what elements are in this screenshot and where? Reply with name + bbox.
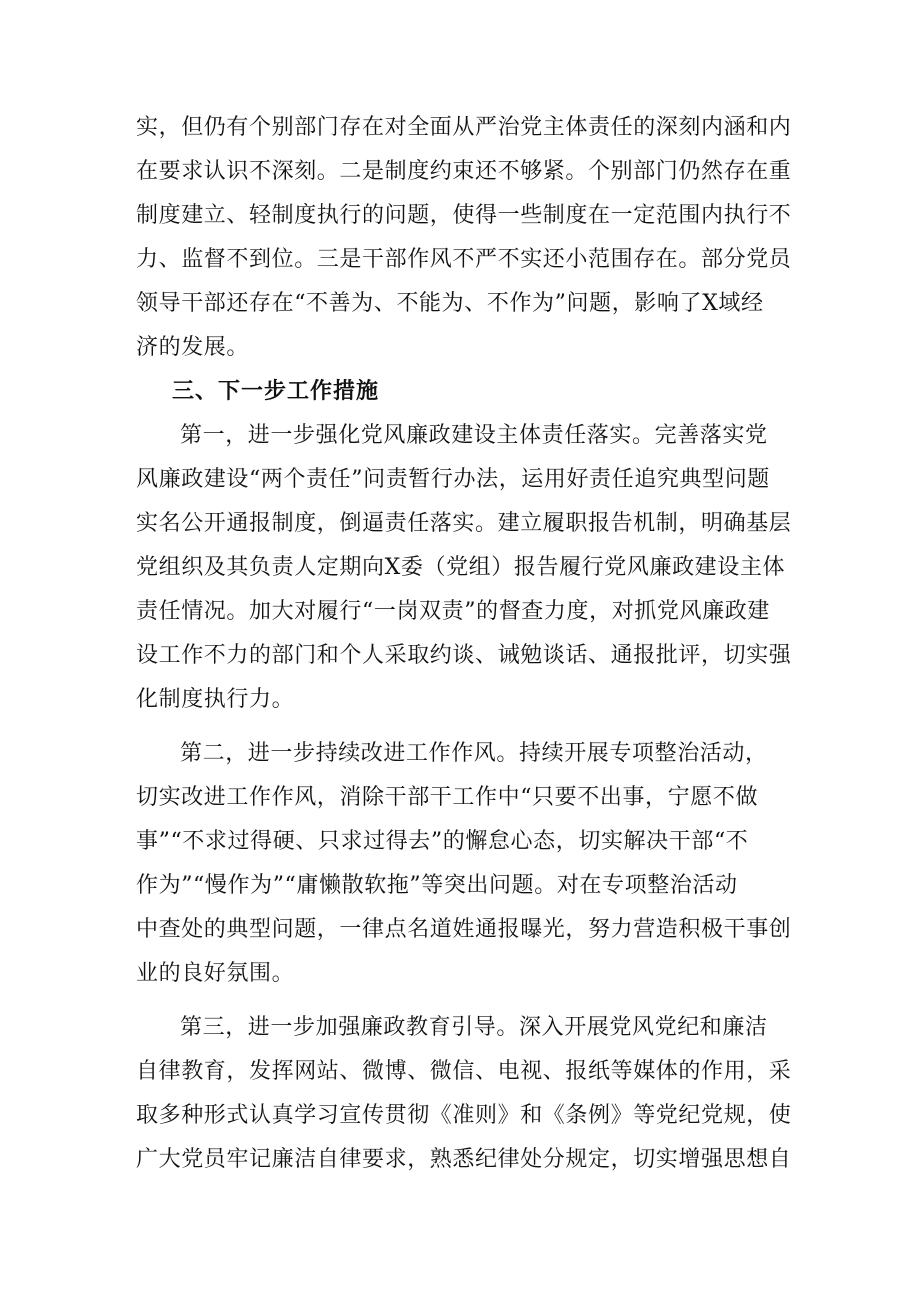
text-line: 济的发展。 [136, 335, 250, 360]
text-line: 制度建立、轻制度执行的问题，使得一些制度在一定范围内执行不 [136, 203, 792, 228]
text-line: 领导干部还存在“不善为、不能为、不作为”问题，影响了X域经 [136, 291, 764, 316]
text-line: 第三，进一步加强廉政教育引导。深入开展党风党纪和廉洁 [180, 1015, 768, 1040]
text-line: 化制度执行力。 [136, 687, 295, 712]
text-line: 中查处的典型问题，一律点名道姓通报曝光，努力营造积极干事创 [136, 917, 792, 942]
text-line: 业的良好氛围。 [136, 961, 295, 986]
text-line: 作为”“慢作为”“庸懒散软拖”等突出问题。对在专项整治活动 [136, 873, 738, 898]
paragraph-gap [136, 996, 796, 1006]
section-heading: 三、下一步工作措施 [172, 379, 380, 404]
text-line: 第二，进一步持续改进工作作风。持续开展专项整治活动， [180, 741, 768, 766]
text-line: 取多种形式认真学习宣传贯彻《准则》和《条例》等党纪党规，使 [136, 1103, 792, 1128]
paragraph-gap [136, 722, 796, 732]
paragraph-measure-third [136, 1006, 796, 1182]
text-line: 事”“不求过得硬、只求过得去”的懈怠心态，切实解决干部“不 [136, 829, 749, 854]
text-line: 实名公开通报制度，倒逼责任落实。建立履职报告机制，明确基层 [136, 511, 792, 536]
text-line: 党组织及其负责人定期向X委（党组）报告履行党风廉政建设主体 [136, 555, 786, 580]
text-line: 设工作不力的部门和个人采取约谈、诫勉谈话、通报批评，切实强 [136, 643, 792, 668]
text-line: 切实改进工作作风，消除干部干工作中“只要不出事，宁愿不做 [136, 785, 759, 810]
text-line: 广大党员牢记廉洁自律要求，熟悉纪律处分规定，切实增强思想自 [136, 1147, 792, 1172]
text-line: 自律教育，发挥网站、微博、微信、电视、报纸等媒体的作用，采 [136, 1059, 792, 1084]
paragraph-measure-first [136, 414, 796, 722]
text-line: 第一，进一步强化党风廉政建设主体责任落实。完善落实党 [180, 423, 768, 448]
text-line: 风廉政建设“两个责任”问责暂行办法，运用好责任追究典型问题 [136, 467, 770, 492]
text-line: 责任情况。加大对履行“一岗双责”的督查力度，对抓党风廉政建 [136, 599, 770, 624]
paragraph-measure-second [136, 732, 796, 996]
section-heading-next-steps [136, 370, 796, 414]
text-line: 实，但仍有个别部门存在对全面从严治党主体责任的深刻内涵和内 [136, 115, 792, 140]
paragraph-problems-continued [136, 106, 796, 370]
text-line: 力、监督不到位。三是干部作风不严不实还小范围存在。部分党员 [136, 247, 792, 272]
document-body [136, 106, 796, 1182]
text-line: 在要求认识不深刻。二是制度约束还不够紧。个别部门仍然存在重 [136, 159, 792, 184]
